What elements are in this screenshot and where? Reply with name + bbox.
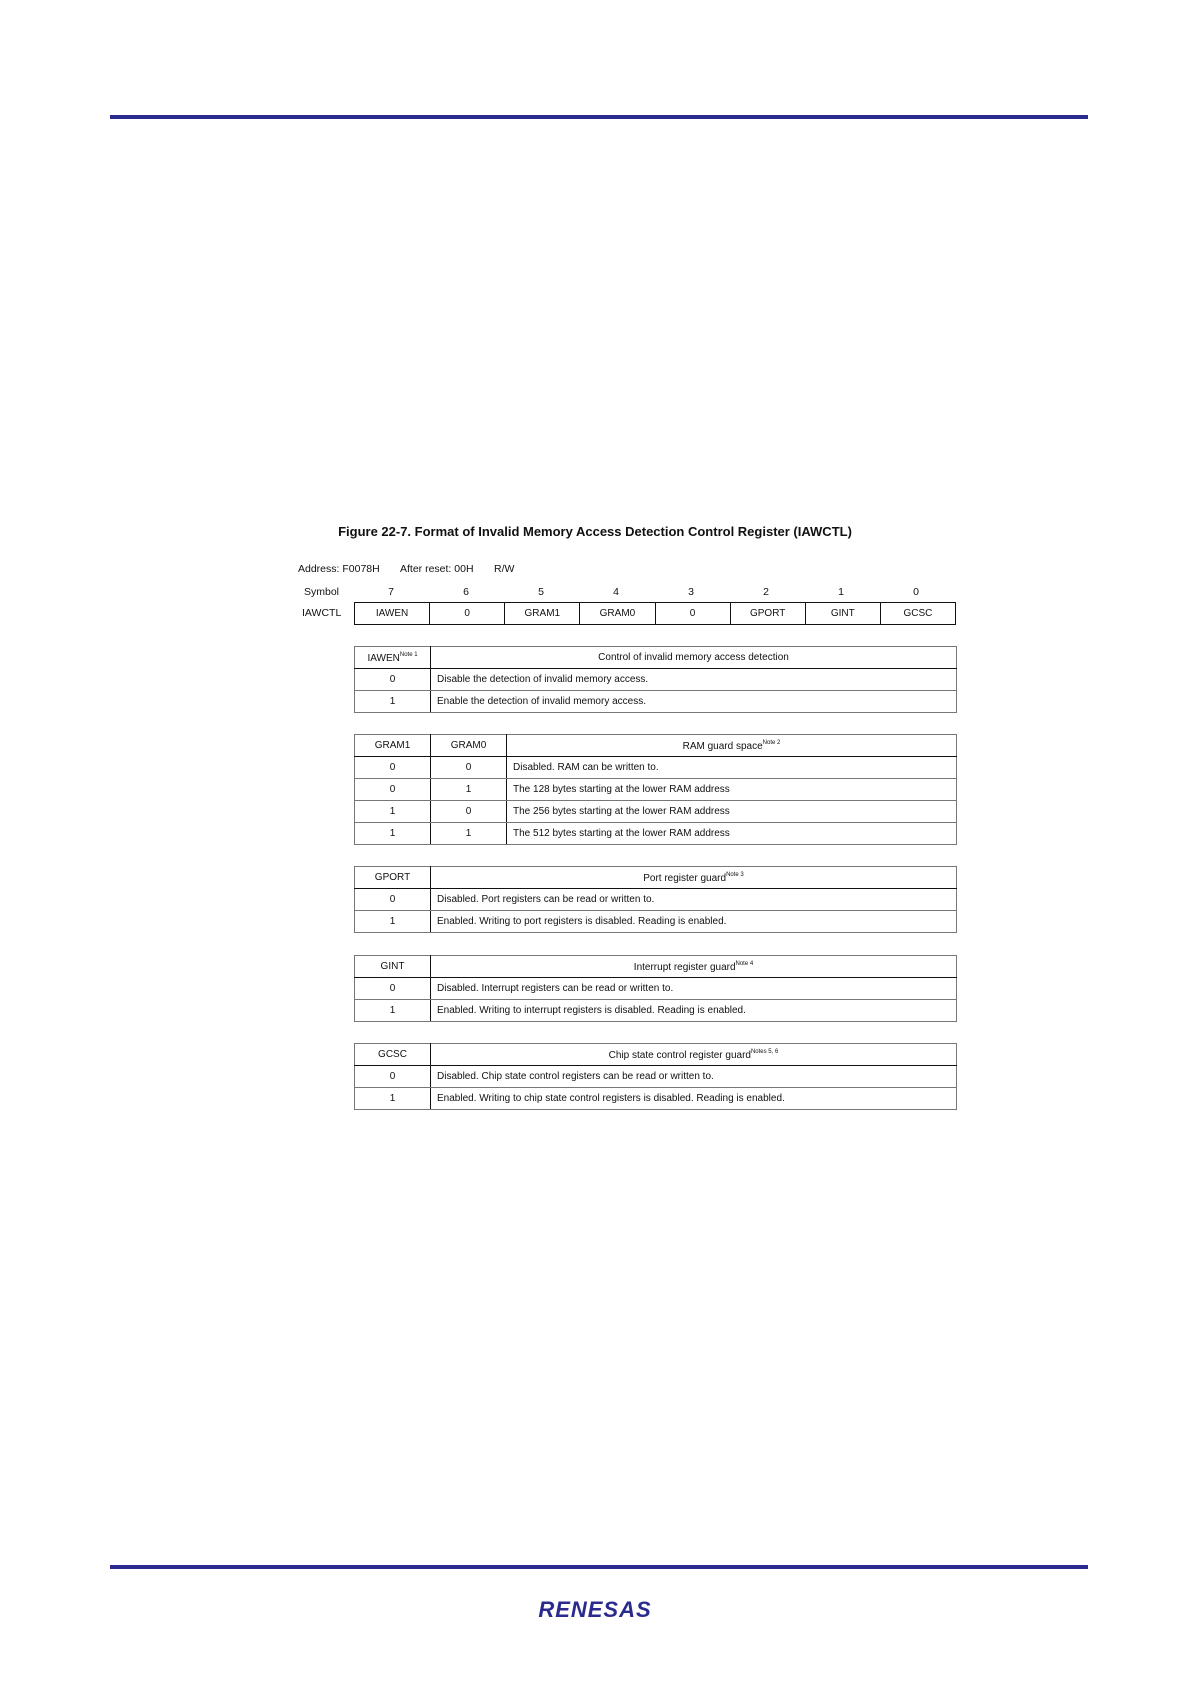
table-header-cell: GINT — [355, 956, 431, 978]
bit-cell: GRAM0 — [580, 603, 655, 625]
table-cell: 1 — [355, 1000, 431, 1022]
table-header-row — [355, 956, 957, 978]
table-cell: 1 — [431, 823, 507, 845]
table-cell: Enabled. Writing to chip state control registers is disabled. Reading is enabled. — [431, 1088, 957, 1110]
table-header-row — [355, 735, 957, 757]
table-cell: Enable the detection of invalid memory access. — [431, 691, 957, 713]
table-cell: 0 — [431, 757, 507, 779]
register-bit-layout — [354, 602, 956, 625]
table-cell: Disable the detection of invalid memory access. — [431, 669, 957, 691]
read-write-attribute: R/W — [494, 563, 515, 575]
table-header-cell: Port register guard$^{Note 3}$ — [431, 867, 957, 889]
gram-table — [354, 734, 957, 845]
note-ref: Note 4 — [735, 960, 754, 967]
figure-title: Figure 22-7. Format of Invalid Memory Access Detection Control Register (IAWCTL) — [338, 524, 852, 539]
table-cell: 1 — [355, 801, 431, 823]
table-header-cell: $IAWEN^{Note 1}$ — [355, 647, 431, 669]
table-row — [355, 691, 957, 713]
table-row — [355, 757, 957, 779]
table-row — [355, 889, 957, 911]
table-cell: 1 — [431, 779, 507, 801]
table-cell: 1 — [355, 691, 431, 713]
bit-cell: 0 — [430, 603, 505, 625]
table-row — [355, 779, 957, 801]
table-row — [355, 801, 957, 823]
renesas-logo: RENESAS — [538, 1597, 652, 1622]
note-ref: Notes 5, 6 — [750, 1048, 779, 1055]
table-header-cell: GRAM1 — [355, 735, 431, 757]
table-header-cell: RAM guard space$^{Note 2}$ — [507, 735, 957, 757]
note-ref: Note 3 — [726, 871, 744, 878]
bit-number: 0 — [913, 586, 919, 598]
after-reset-value: After reset: 00H — [400, 563, 474, 575]
bottom-rule — [110, 1565, 1088, 1569]
table-cell: Disabled. Chip state control registers can be read or written to. — [431, 1066, 957, 1088]
table-row — [355, 911, 957, 933]
table-cell: Disabled. Port registers can be read or written to. — [431, 889, 957, 911]
bit-number: 1 — [838, 586, 844, 598]
table-cell: 0 — [355, 779, 431, 801]
bit-cell: GPORT — [730, 603, 805, 625]
table-cell: 1 — [355, 823, 431, 845]
bit-number: 7 — [388, 586, 394, 598]
gcsc-table — [354, 1043, 957, 1110]
table-row — [355, 1088, 957, 1110]
table-cell: 0 — [355, 757, 431, 779]
table-cell: Disabled. RAM can be written to. — [507, 757, 957, 779]
table-cell: The 256 bytes starting at the lower RAM address — [507, 801, 957, 823]
bit-number: 5 — [538, 586, 544, 598]
register-symbol: IAWCTL — [302, 607, 342, 619]
note-ref: Note 2 — [762, 739, 781, 746]
table-header-cell: GPORT — [355, 867, 431, 889]
bit-number: 3 — [688, 586, 694, 598]
bit-cell: GRAM1 — [505, 603, 580, 625]
bit-number: 6 — [463, 586, 469, 598]
bit-cell: GCSC — [880, 603, 955, 625]
table-cell: 0 — [355, 978, 431, 1000]
table-cell: 0 — [431, 801, 507, 823]
table-header-cell: GCSC — [355, 1044, 431, 1066]
table-header-cell: Control of invalid memory access detection — [431, 647, 957, 669]
top-rule — [110, 115, 1088, 119]
table-cell: 0 — [355, 669, 431, 691]
bit-cell: 0 — [655, 603, 730, 625]
iawen-table — [354, 646, 957, 713]
register-address: Address: F0078H — [298, 563, 380, 575]
table-cell: Disabled. Interrupt registers can be read or written to. — [431, 978, 957, 1000]
table-cell: 1 — [355, 1088, 431, 1110]
table-header-row — [355, 867, 957, 889]
table-cell: 1 — [355, 911, 431, 933]
table-cell: The 128 bytes starting at the lower RAM address — [507, 779, 957, 801]
symbol-label: Symbol — [304, 586, 340, 598]
table-row — [355, 1000, 957, 1022]
table-row — [355, 1066, 957, 1088]
bit-number: 4 — [613, 586, 619, 598]
table-header-cell: Interrupt register guard$^{Note 4}$ — [431, 956, 957, 978]
table-header-cell: GRAM0 — [431, 735, 507, 757]
table-cell: 0 — [355, 889, 431, 911]
table-header-row — [355, 647, 957, 669]
table-header-row — [355, 1044, 957, 1066]
gint-table — [354, 955, 957, 1022]
gport-table — [354, 866, 957, 933]
table-cell: The 512 bytes starting at the lower RAM address — [507, 823, 957, 845]
bit-cell: IAWEN — [355, 603, 430, 625]
note-ref: Note 1 — [399, 651, 418, 658]
table-cell: Enabled. Writing to port registers is disabled. Reading is enabled. — [431, 911, 957, 933]
table-row — [355, 669, 957, 691]
table-cell: 0 — [355, 1066, 431, 1088]
bit-cell: GINT — [805, 603, 880, 625]
table-header-cell: Chip state control register guard$^{Notes 5, 6}$ — [431, 1044, 957, 1066]
bit-number: 2 — [763, 586, 769, 598]
table-row — [355, 823, 957, 845]
table-row — [355, 978, 957, 1000]
table-cell: Enabled. Writing to interrupt registers is disabled. Reading is enabled. — [431, 1000, 957, 1022]
